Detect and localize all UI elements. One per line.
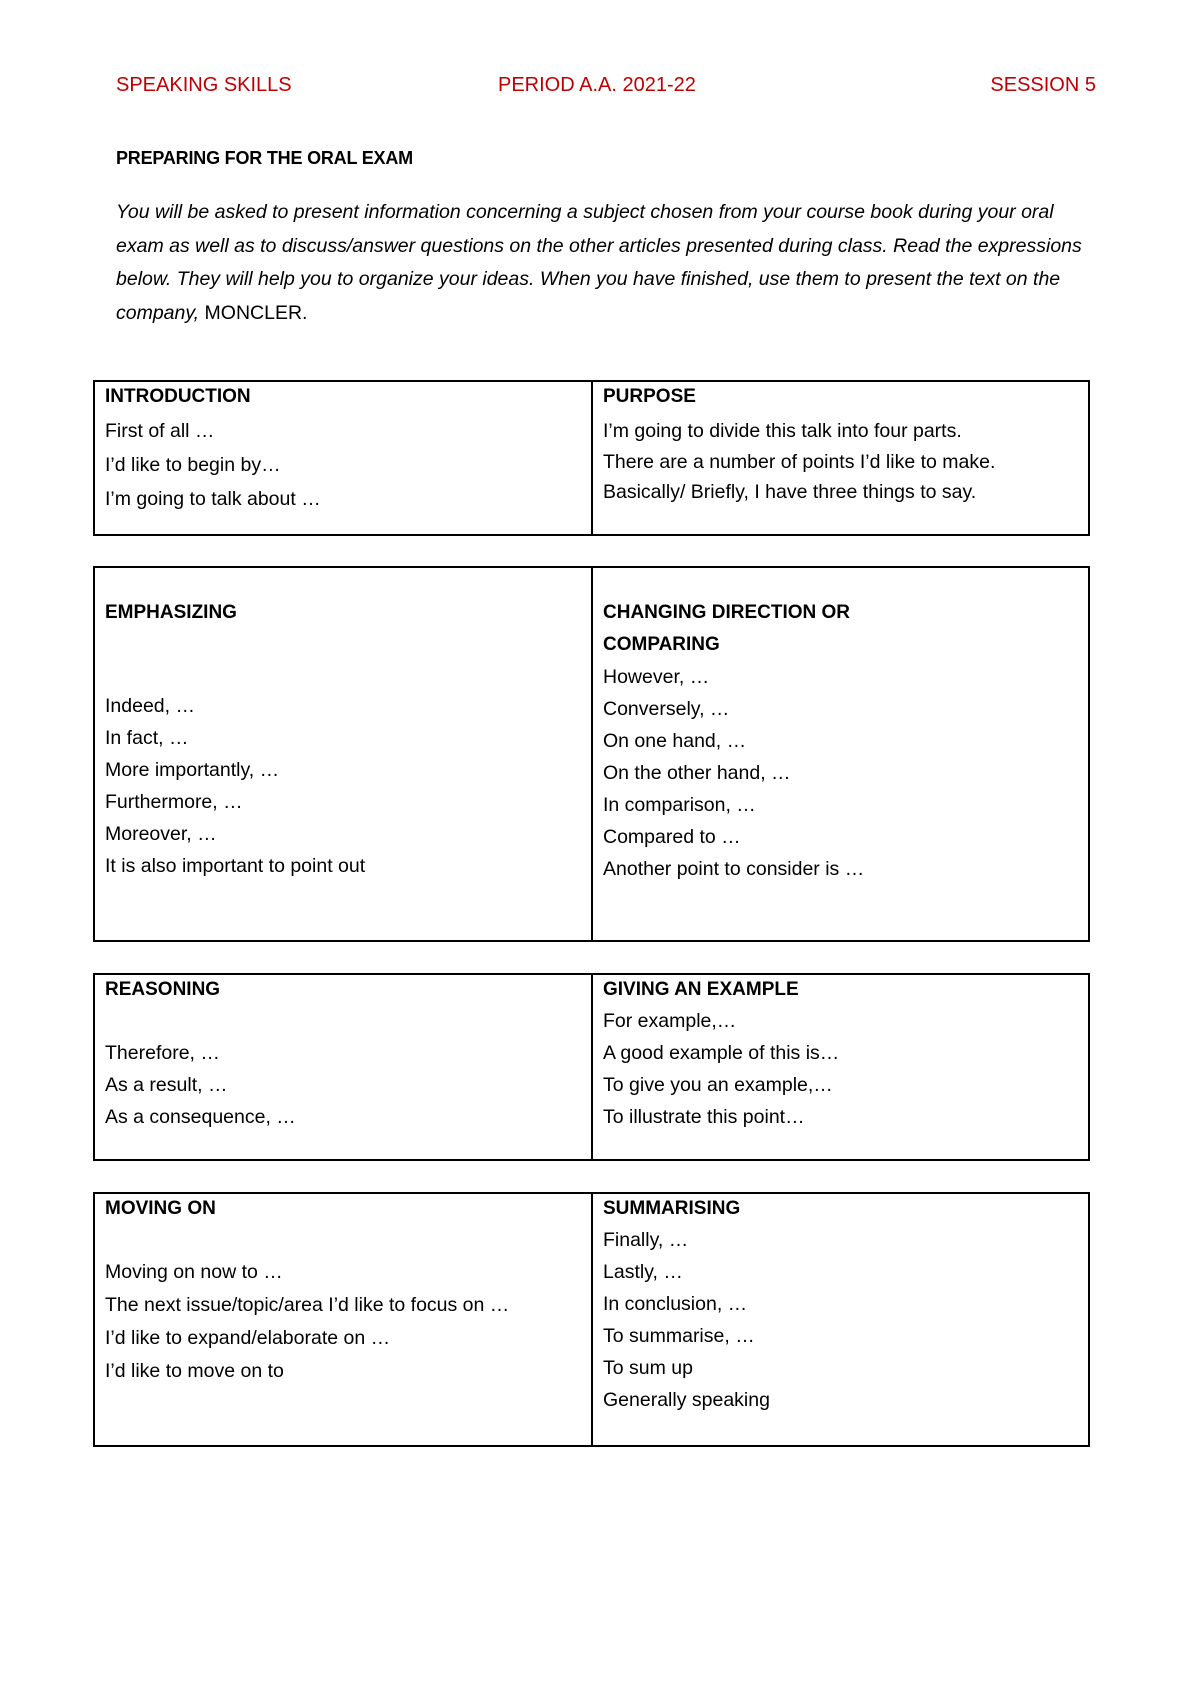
phrase: Conversely, …: [603, 698, 730, 720]
phrase-box-introduction: [93, 380, 1090, 536]
phrase: I’m going to talk about …: [105, 488, 321, 510]
phrase: On one hand, …: [603, 730, 747, 752]
phrase-column: [593, 975, 1088, 1159]
phrase-column: [593, 568, 1088, 940]
phrase: To illustrate this point…: [603, 1106, 805, 1128]
phrase-box-moving-on: [93, 1192, 1090, 1447]
phrase: Generally speaking: [603, 1389, 770, 1411]
phrase: There are a number of points I’d like to make.: [603, 451, 996, 473]
phrase: To summarise, …: [603, 1325, 755, 1347]
phrase: Therefore, …: [105, 1042, 220, 1064]
phrase: In conclusion, …: [603, 1293, 748, 1315]
phrase: For example,…: [603, 1010, 737, 1032]
section-heading: INTRODUCTION: [105, 386, 251, 407]
phrase-box-emphasizing: [93, 566, 1090, 942]
page-header: [116, 74, 1096, 104]
phrase: Furthermore, …: [105, 791, 243, 813]
phrase-column: [593, 1194, 1088, 1445]
phrase: In fact, …: [105, 727, 189, 749]
phrase: Lastly, …: [603, 1261, 683, 1283]
section-heading: MOVING ON: [105, 1198, 216, 1219]
phrase: More importantly, …: [105, 759, 280, 781]
phrase: As a consequence, …: [105, 1106, 296, 1128]
section-heading-continued: COMPARING: [603, 634, 720, 655]
section-heading: GIVING AN EXAMPLE: [603, 979, 799, 1000]
section-heading: REASONING: [105, 979, 221, 1000]
phrase: Basically/ Briefly, I have three things to say.: [603, 481, 977, 503]
section-heading: EMPHASIZING: [105, 602, 237, 623]
course-name: SPEAKING SKILLS: [116, 74, 292, 96]
intro-text: You will be asked to present information concerning a subject chosen from your course book during your oral exam as well as to discuss/answer questions on the other articles presented during class. Read the expressions below. They will help you to organize your ideas. When you have finished, use them to present the text on the company,: [116, 201, 1082, 324]
phrase-column: [95, 975, 593, 1159]
phrase: I’d like to expand/elaborate on …: [105, 1327, 391, 1349]
phrase: Another point to consider is …: [603, 858, 865, 880]
phrase: I’d like to move on to: [105, 1360, 284, 1382]
phrase: Indeed, …: [105, 695, 195, 717]
phrase: I’m going to divide this talk into four parts.: [603, 420, 962, 442]
phrase-column: [593, 382, 1088, 534]
phrase: On the other hand, …: [603, 762, 791, 784]
phrase: In comparison, …: [603, 794, 756, 816]
intro-paragraph: [116, 196, 1101, 330]
phrase: First of all …: [105, 420, 215, 442]
phrase: To sum up: [603, 1357, 693, 1379]
phrase: Finally, …: [603, 1229, 689, 1251]
phrase-column: [95, 1194, 593, 1445]
period: PERIOD A.A. 2021-22: [498, 74, 696, 96]
phrase-column: [95, 568, 593, 940]
page-title: PREPARING FOR THE ORAL EXAM: [116, 148, 413, 168]
section-heading: SUMMARISING: [603, 1198, 741, 1219]
company-name: MONCLER.: [204, 301, 308, 324]
phrase: Compared to …: [603, 826, 741, 848]
session-number: SESSION 5: [990, 74, 1096, 96]
phrase: As a result, …: [105, 1074, 228, 1096]
phrase: To give you an example,…: [603, 1074, 833, 1096]
section-heading: PURPOSE: [603, 386, 696, 407]
phrase: The next issue/topic/area I’d like to focus on …: [105, 1294, 510, 1316]
phrase-column: [95, 382, 593, 534]
phrase: I’d like to begin by…: [105, 454, 281, 476]
phrase: However, …: [603, 666, 710, 688]
phrase-box-reasoning: [93, 973, 1090, 1161]
section-heading: CHANGING DIRECTION OR: [603, 602, 850, 623]
phrase: A good example of this is…: [603, 1042, 840, 1064]
phrase: It is also important to point out: [105, 855, 366, 877]
phrase: Moving on now to …: [105, 1261, 283, 1283]
phrase: Moreover, …: [105, 823, 217, 845]
